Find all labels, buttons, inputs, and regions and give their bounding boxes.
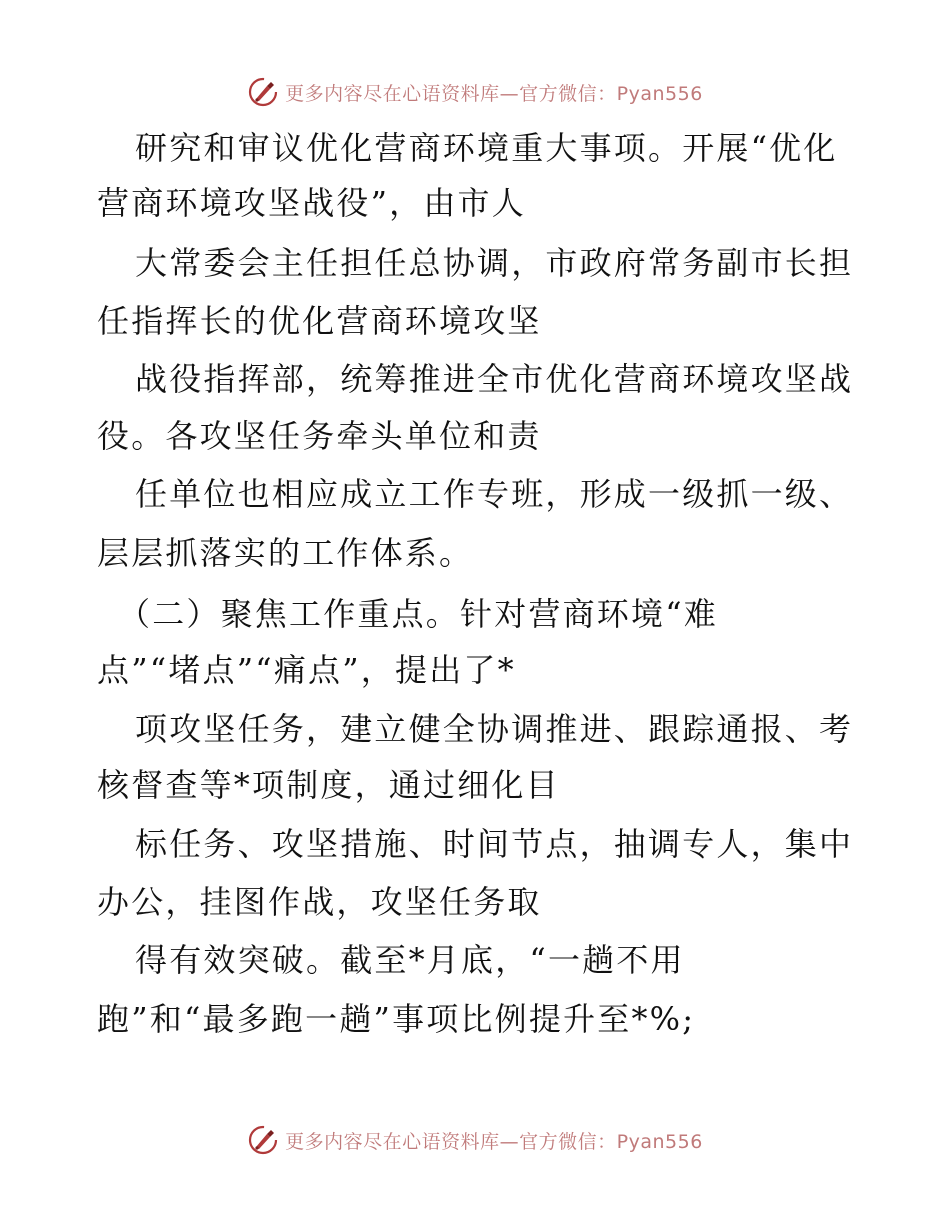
footer-banner [0, 1120, 950, 1160]
header-banner-text: 更多内容尽在心语资料库—官方微信：Pyan556 [285, 82, 703, 105]
body-line: 点”“堵点”“痛点”，提出了* [97, 651, 516, 689]
body-line: 大常委会主任担任总协调，市政府常务副市长担 [135, 244, 854, 282]
body-line: 办公，挂图作战，攻坚任务取 [97, 883, 542, 921]
pen-circle-logo-icon [247, 76, 279, 108]
body-line: 跑”和“最多跑一趟”事项比例提升至*%; [97, 1000, 696, 1038]
header-banner [0, 72, 950, 112]
body-line: 战役指挥部，统筹推进全市优化营商环境攻坚战 [135, 360, 854, 398]
pen-circle-logo-icon [247, 1124, 279, 1156]
body-line: 营商环境攻坚战役”，由市人 [97, 184, 526, 222]
footer-banner-text: 更多内容尽在心语资料库—官方微信：Pyan556 [285, 1130, 703, 1153]
body-line: 层层抓落实的工作体系。 [97, 534, 474, 572]
body-line: 役。各攻坚任务牵头单位和责 [97, 417, 542, 455]
body-line: 任单位也相应成立工作专班，形成一级抓一级、 [135, 475, 854, 513]
body-line: 研究和审议优化营商环境重大事项。开展“优化 [135, 129, 838, 167]
body-line: 任指挥长的优化营商环境攻坚 [97, 302, 542, 340]
body-line: 项攻坚任务，建立健全协调推进、跟踪通报、考 [135, 710, 854, 748]
body-line: 得有效突破。截至*月底，“一趟不用 [135, 941, 685, 979]
body-line: （二）聚焦工作重点。针对营商环境“难 [118, 595, 718, 633]
body-line: 标任务、攻坚措施、时间节点，抽调专人，集中 [135, 825, 854, 863]
body-line: 核督查等*项制度，通过细化目 [97, 766, 560, 804]
